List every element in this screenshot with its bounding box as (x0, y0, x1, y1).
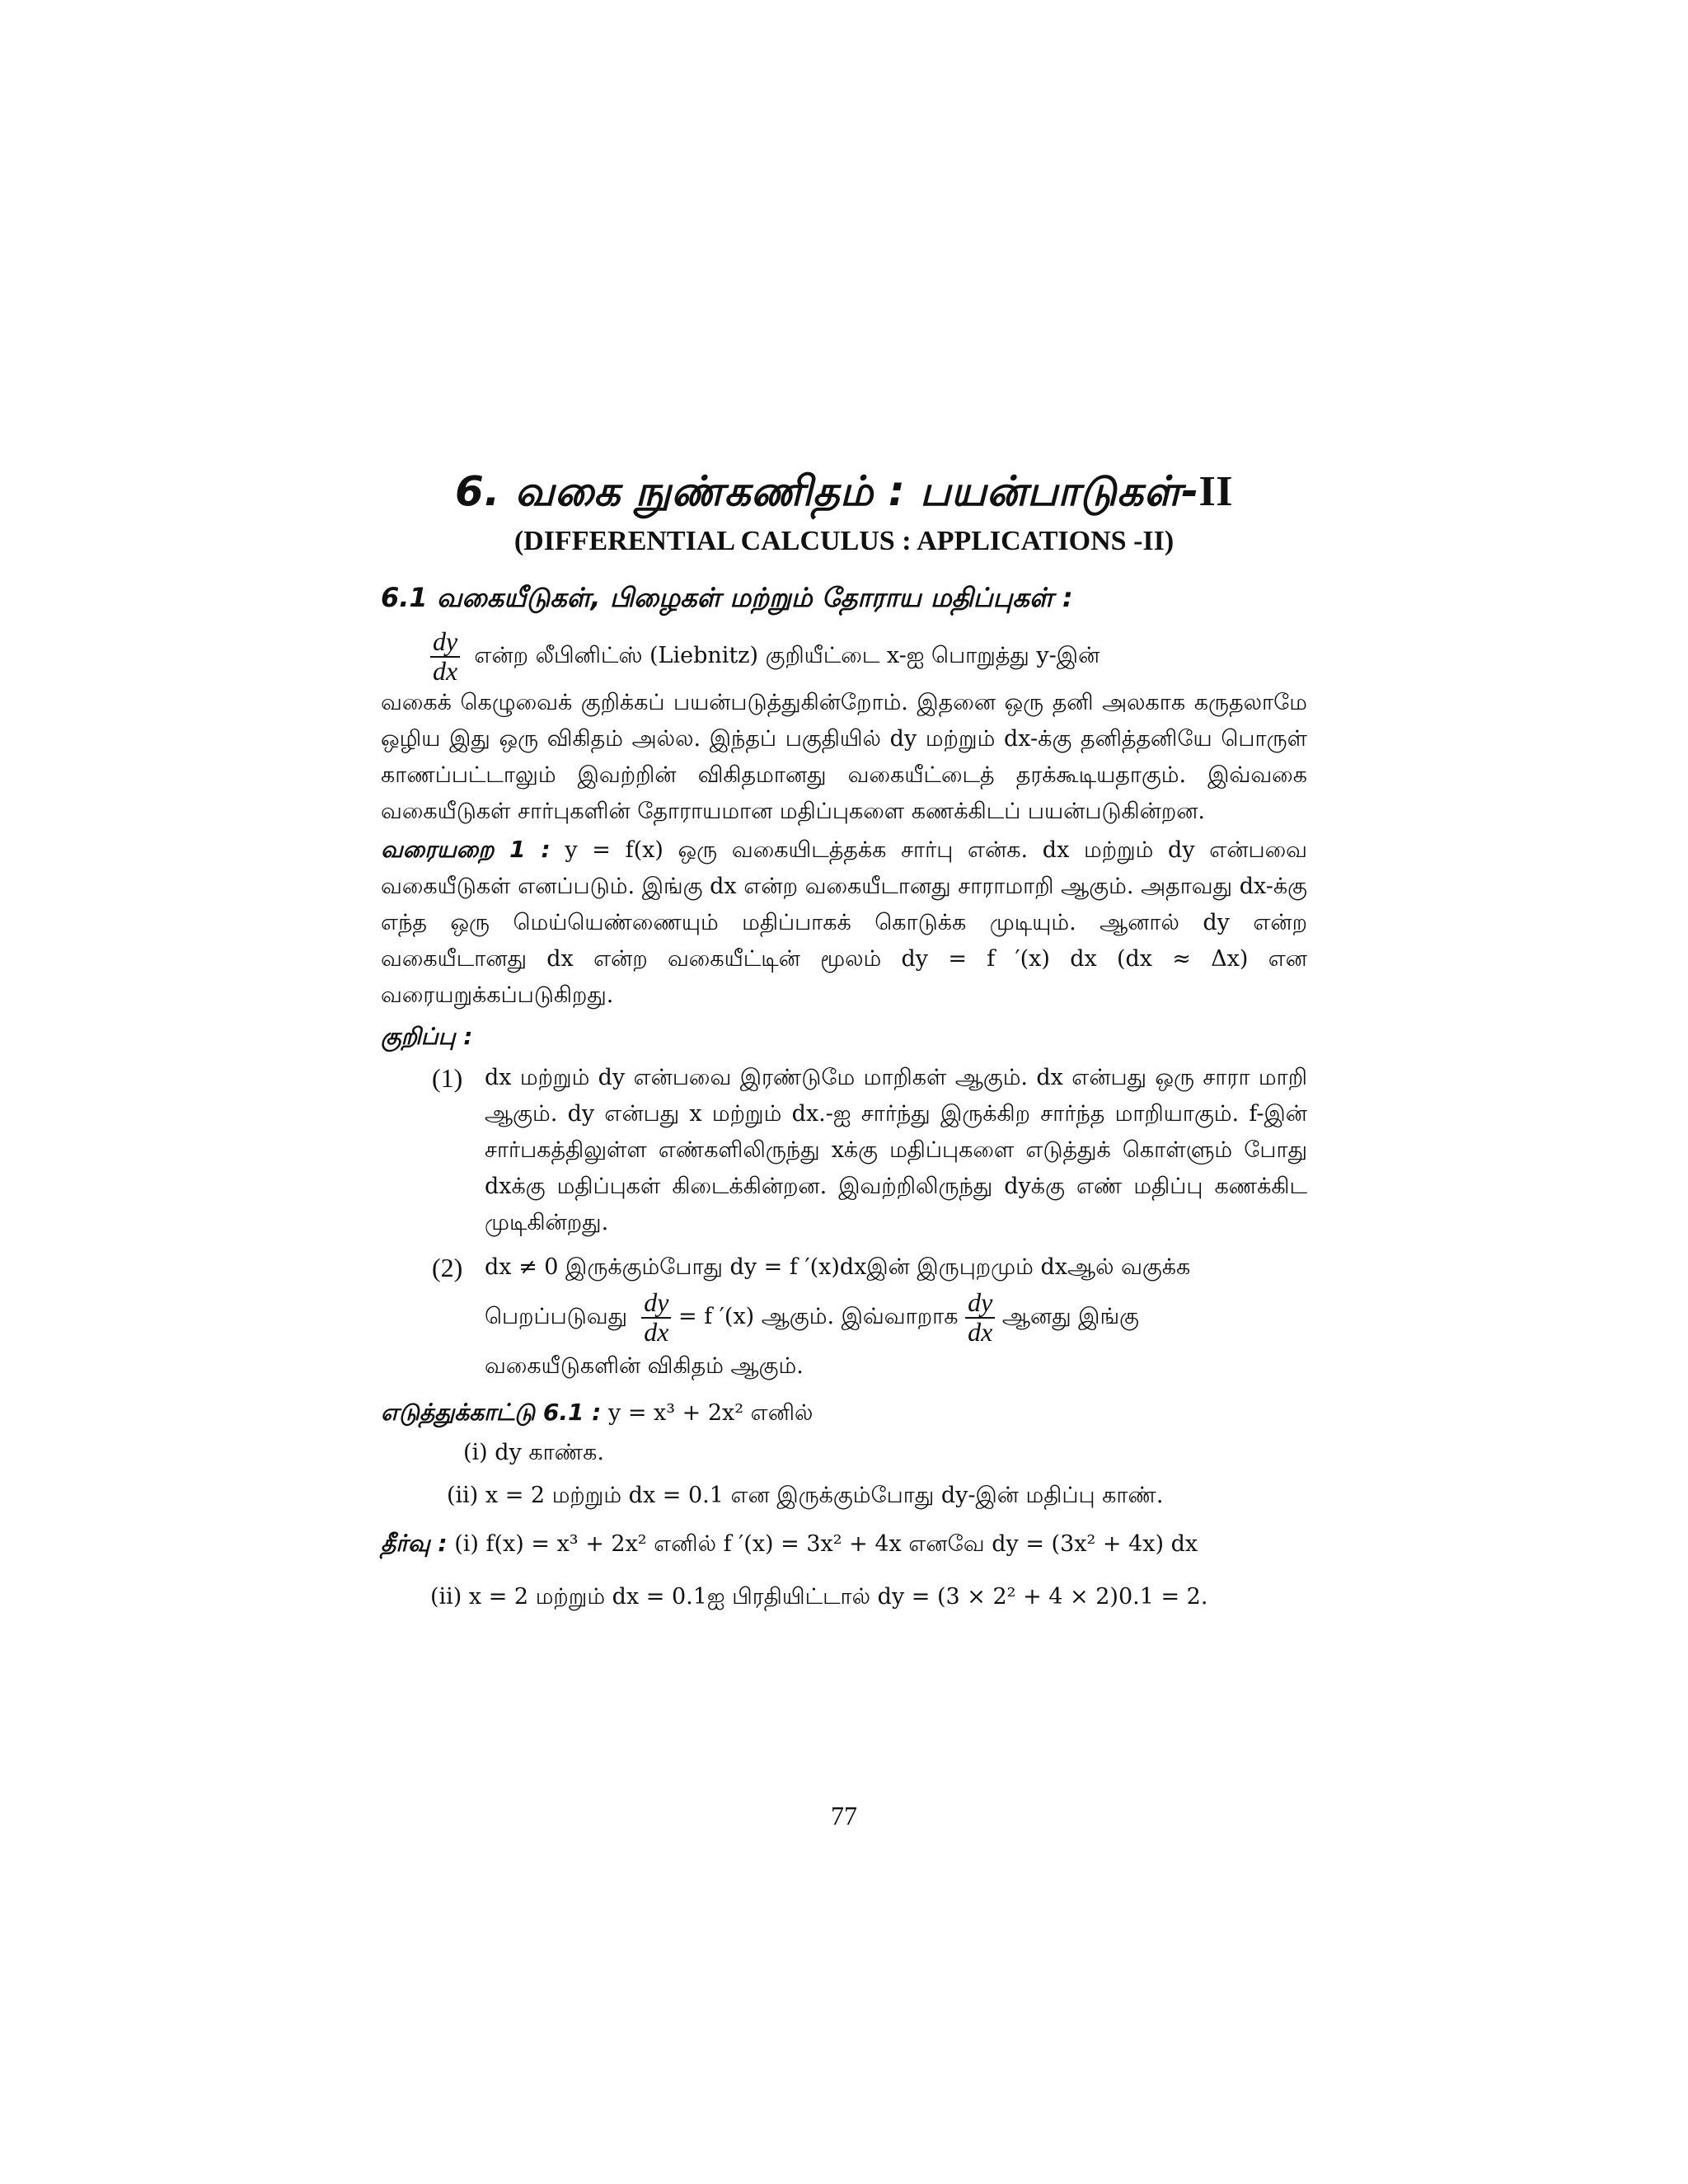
note-item-2-line3: வகையீடுகளின் விகிதம் ஆகும். (485, 1353, 804, 1380)
note-fraction-2 (965, 1289, 995, 1346)
solution-line-1: (i) f(x) = x³ + 2x² எனில் f ′(x) = 3x² + 4x எனவே dy = (3x² + 4x) dx (454, 1531, 1198, 1558)
note-item-2 (432, 1249, 1307, 1385)
note-label: குறிப்பு : (381, 1023, 473, 1051)
note-item-2-line2c: ஆனது இங்கு (1001, 1304, 1139, 1330)
note-item-number: (2) (432, 1253, 463, 1283)
note-item-2-line2a: பெறப்படுவது (485, 1304, 628, 1330)
intro-paragraph (381, 627, 1307, 830)
solution-label: தீர்வு : (381, 1530, 448, 1558)
solution-section (381, 1522, 1307, 1624)
page-content (381, 462, 1307, 1624)
note-fraction-1 (641, 1289, 671, 1346)
example-label: எடுத்துக்காட்டு 6.1 : (381, 1399, 602, 1427)
fraction-denominator: dx (644, 1316, 669, 1347)
fraction-numerator: dy (965, 1289, 995, 1319)
intro-fraction-numerator: dy (430, 628, 460, 658)
example-part-1: (i) dy காண்க. (463, 1440, 604, 1466)
note-item-1 (432, 1060, 1307, 1241)
page-number: 77 (831, 1801, 857, 1830)
definition-paragraph (381, 832, 1307, 1014)
note-item-number: (1) (432, 1063, 463, 1094)
definition-label: வரையறை 1 : (381, 836, 551, 864)
intro-text: வகைக் கெழுவைக் குறிக்கப் பயன்படுத்துகின்றோம். இதனை ஒரு தனி அலகாக கருதலாமே ஒழிய இது ஒரு விகிதம் அல்ல. இந்தப் பகுதியில் dy மற்றும் dx-க்கு தனித்தனியே பொருள் காணப்பட்டாலும் இவற்றின் விகிதமானது வகையீட்டைத் தரக்கூடியதாகும். இவ்வகை வகையீடுகள் சார்புகளின் தோராயமான மதிப்புகளை கணக்கிடப் பயன்படுகின்றன. (381, 690, 1307, 825)
note-item-text: dx மற்றும் dy என்பவை இரண்டுமே மாறிகள் ஆகும். dx என்பது ஒரு சாரா மாறி ஆகும். dy என்பது x மற்றும் dx.-ஐ சார்ந்து இருக்கிற சார்ந்த மாறியாகும். f-இன் சார்பகத்திலுள்ள எண்களிலிருந்து xக்கு மதிப்புகளை எடுத்துக் கொள்ளும் போது dxக்கு மதிப்புகள் கிடைக்கின்றன. இவற்றிலிருந்து dyக்கு எண் மதிப்பு கணக்கிட முடிகின்றது. (485, 1065, 1307, 1236)
chapter-title (381, 462, 1307, 522)
note-item-2-line1: dx ≠ 0 இருக்கும்போது dy = f ′(x)dxஇன் இருபுறமும் dxஆல் வகுக்க (485, 1254, 1191, 1281)
intro-first-line: என்ற லீபினிட்ஸ் (Liebnitz) குறியீட்டை x-ஐ பொறுத்து y-இன் (474, 643, 1100, 668)
chapter-title-roman: II (1198, 468, 1233, 515)
chapter-subtitle: (DIFFERENTIAL CALCULUS : APPLICATIONS -II) (513, 526, 1175, 556)
intro-fraction-denominator: dx (433, 655, 458, 686)
note-section (381, 1019, 1307, 1385)
note-item-2-line2b: = f ′(x) ஆகும். இவ்வாறாக (678, 1304, 959, 1330)
chapter-title-tamil: 6. வகை நுண்கணிதம் : பயன்பாடுகள்- (455, 467, 1199, 515)
fraction-denominator: dx (968, 1316, 993, 1347)
example-part-2: (ii) x = 2 மற்றும் dx = 0.1 என இருக்கும்போது dy-இன் மதிப்பு காண். (447, 1483, 1164, 1509)
intro-fraction (430, 628, 460, 685)
fraction-numerator: dy (641, 1289, 671, 1319)
section-heading: 6.1 வகையீடுகள், பிழைகள் மற்றும் தோராய மதிப்புகள் : (381, 582, 1073, 613)
example-section (381, 1394, 1307, 1517)
example-statement: y = x³ + 2x² எனில் (607, 1400, 814, 1427)
solution-line-2: (ii) x = 2 மற்றும் dx = 0.1ஐ பிரதியிட்டால் dy = (3 × 2² + 4 × 2)0.1 = 2. (430, 1584, 1208, 1610)
definition-text: y = f(x) ஒரு வகையிடத்தக்க சார்பு என்க. dx மற்றும் dy என்பவை வகையீடுகள் எனப்படும். இங்கு dx என்ற வகையீடானது சாராமாறி ஆகும். அதாவது dx-க்கு எந்த ஒரு மெய்யெண்ணையும் மதிப்பாகக் கொடுக்க முடியும். ஆனால் dy என்ற வகையீடானது dx என்ற வகையீட்டின் மூலம் dy = f ′(x) dx (dx ≈ Δx) என வரையறுக்கப்படுகிறது. (381, 837, 1307, 1009)
